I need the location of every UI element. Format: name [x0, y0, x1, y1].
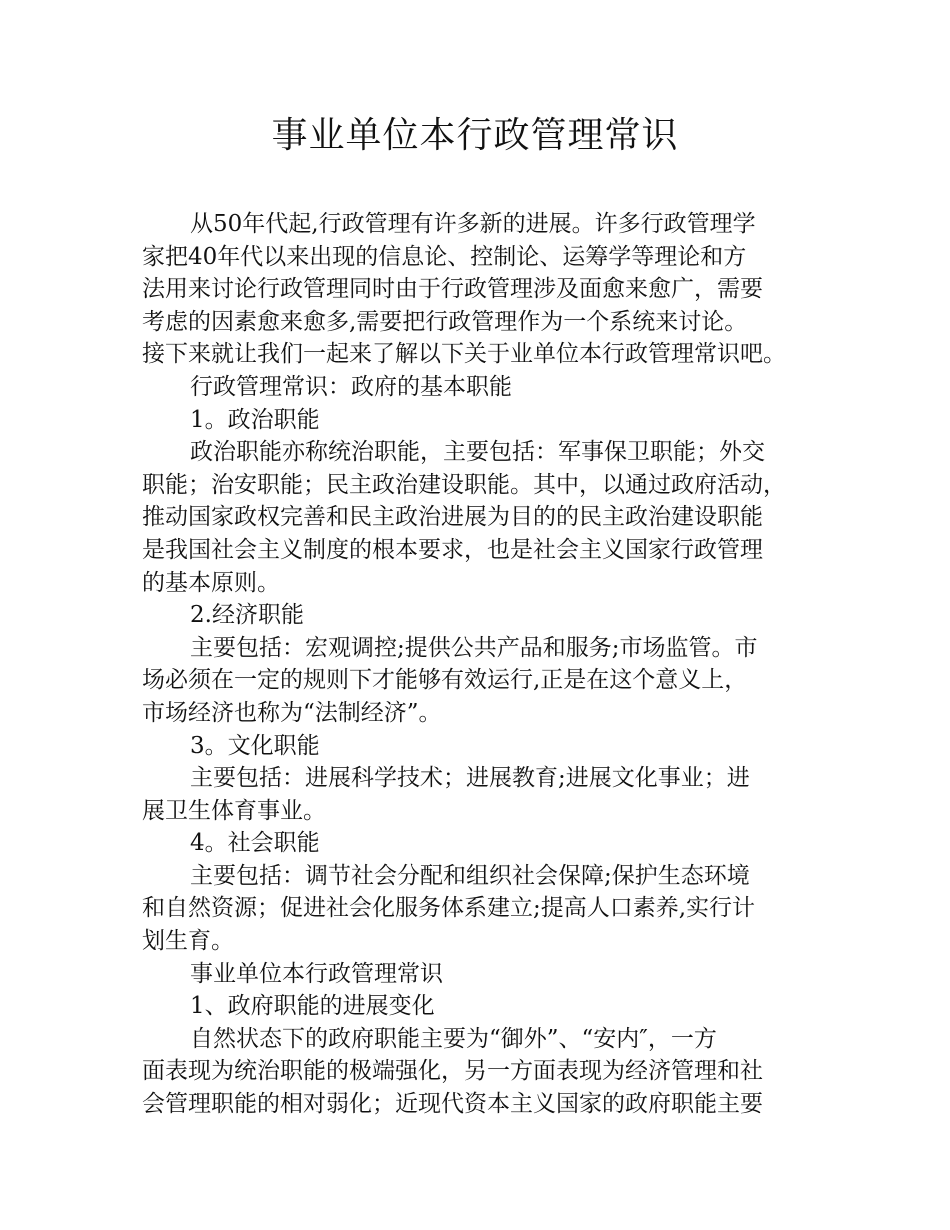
body-line: 政治职能亦称统治职能，主要包括：军事保卫职能；外交: [190, 439, 765, 466]
body-line: 主要包括：进展科学技术；进展教育;进展文化事业；进: [190, 765, 750, 792]
document-body: [142, 208, 832, 1121]
body-line: 会管理职能的相对弱化；近现代资本主义国家的政府职能主要: [142, 1091, 763, 1118]
body-line: 面表现为统治职能的极端强化，另一方面表现为经济管理和社: [142, 1058, 763, 1085]
body-line: 职能；治安职能；民主政治建设职能。其中，以通过政府活动，: [142, 471, 786, 498]
body-line: 是我国社会主义制度的根本要求，也是社会主义国家行政管理: [142, 536, 763, 563]
body-line: 法用来讨论行政管理同时由于行政管理涉及面愈来愈广，需要: [142, 276, 763, 303]
body-line: 展卫生体育事业。: [142, 797, 326, 824]
section-heading: 事业单位本行政管理常识: [190, 960, 443, 987]
body-line: 自然状态下的政府职能主要为“御外”、“安内″，一方: [190, 1025, 717, 1052]
subsection-heading: 4。社会职能: [190, 830, 320, 857]
body-line: 和自然资源；促进社会化服务体系建立;提高人口素养,实行计: [142, 895, 756, 922]
subsection-heading: 1、政府职能的进展变化: [190, 993, 435, 1020]
subsection-heading: 1。政治职能: [190, 406, 320, 433]
body-line: 从50年代起,行政管理有许多新的进展。许多行政管理学: [190, 211, 756, 237]
subsection-heading: 3。文化职能: [190, 732, 320, 759]
body-line: 市场经济也称为“法制经济”。: [142, 699, 442, 726]
body-line: 推动国家政权完善和民主政治进展为目的的民主政治建设职能: [142, 504, 763, 531]
section-heading: 行政管理常识：政府的基本职能: [190, 373, 512, 400]
body-line: 的基本原则。: [142, 569, 280, 596]
body-line: 场必须在一定的规则下才能够有效运行,正是在这个意义上，: [142, 667, 748, 694]
body-line: 家把40年代以来出现的信息论、控制论、运筹学等理论和方: [142, 243, 747, 270]
subsection-heading: 2.经济职能: [190, 602, 304, 629]
body-line: 划生育。: [142, 928, 234, 955]
body-line: 考虑的因素愈来愈多,需要把行政管理作为一个系统来讨论。: [142, 308, 748, 335]
body-line: 主要包括：宏观调控;提供公共产品和服务;市场监管。市: [190, 634, 758, 661]
body-line: 主要包括：调节社会分配和组织社会保障;保护生态环境: [190, 862, 750, 889]
body-line: 接下来就让我们一起来了解以下关于业单位本行政管理常识吧。: [142, 341, 786, 368]
document-title: 事业单位本行政管理常识: [271, 115, 679, 156]
